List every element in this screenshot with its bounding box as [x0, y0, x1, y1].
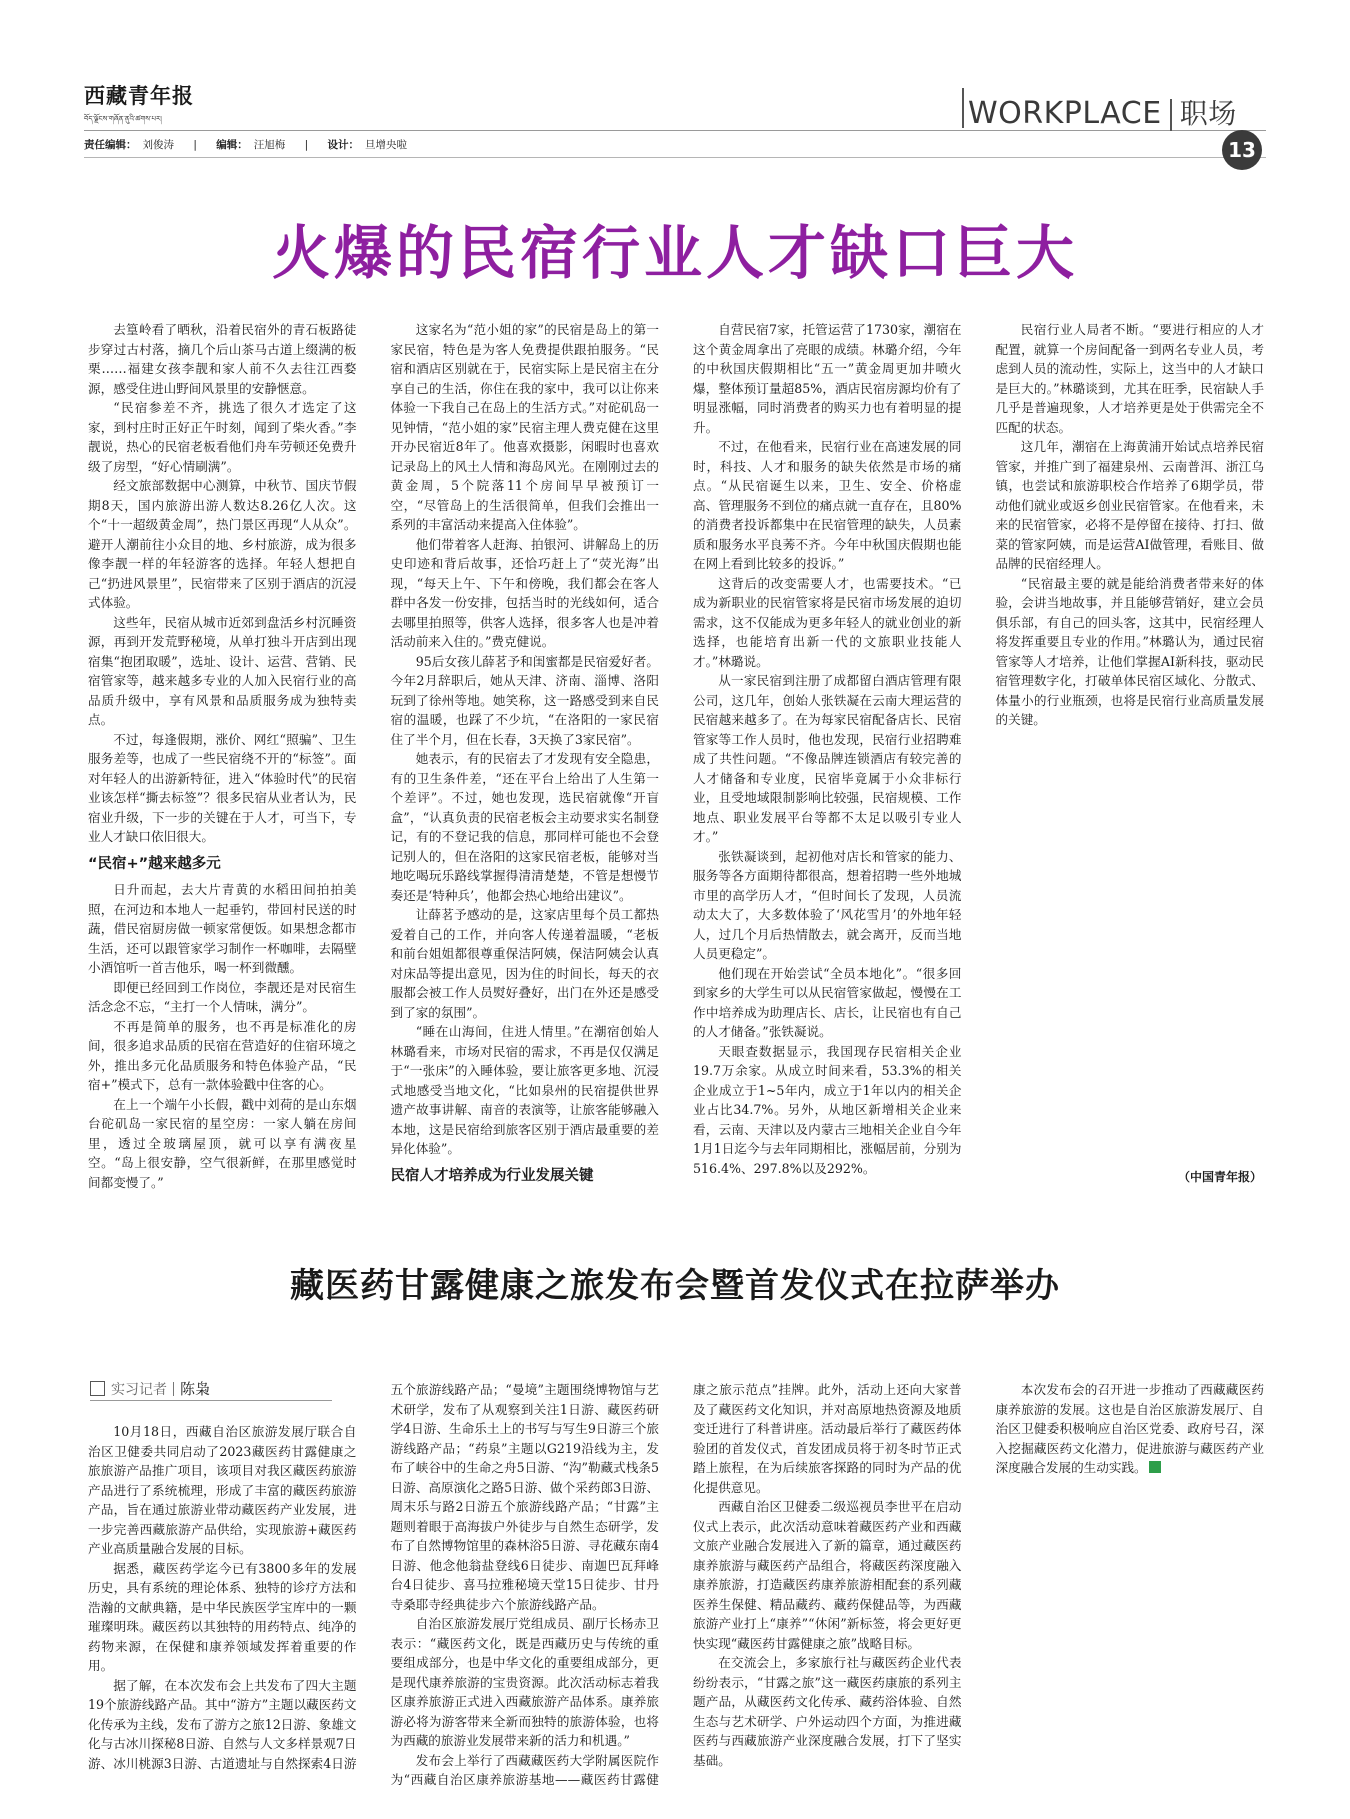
article1-paragraph: “民宿最主要的就是能给消费者带来好的体验，会讲当地故事，并且能够营销好，建立会员俱乐部，有自己的回头客，这其中，民宿经理人将发挥重要且专业的作用。”林璐认为，通过民宿管家等人才培养，让他们掌握AI新科技，驱动民宿管理数字化，打破单体民宿区域化、分散式、体量小的行业瓶颈，也将是民宿行业高质量发展的关键。 [995, 575, 1264, 727]
editor-label: 责任编辑： [84, 139, 137, 151]
article1-paragraph: “民宿参差不齐，挑选了很久才选定了这家，到村庄时正好正午时刻，闻到了柴火香。”李靓说，热心的民宿老板看他们舟车劳顿还免费升级了房型，“好心情刷满”。 [88, 400, 357, 474]
article1-paragraph: 日升而起，去大片青黄的水稻田间拍拍美照，在河边和本地人一起垂钓，带回村民送的时蔬，借民宿厨房做一顿家常便饭。如果想念都市生活，还可以跟管家学习制作一杯咖啡，去隔壁小酒馆听一首吉他乐，喝一杯到微醺。 [88, 882, 357, 975]
article1-paragraph: 去篁岭看了晒秋，沿着民宿外的青石板路徒步穿过古村落，摘几个后山茶马古道上缀满的板栗……福建女孩李靓和家人前不久去往江西婺源，感受住进山野间风景里的安静惬意。 [88, 322, 357, 396]
designer-label: 设计： [327, 139, 359, 151]
article2-paragraph: 据了解，在本次发布会上共发布了四大主题19个旅游线路产品。其中“游方”主题以藏医药文化传承为主线，发布了游方之旅12日游、象雄文化与古冰川探秘8日游、自然与人文多样景观7日游、冰川桃源3日游、古道遗址与自然探索4日游五个旅游线路产品；“曼境”主题围绕博物馆与艺术研学，发布了从观察到关注1日游、藏医药研学4日游、生命乐土上的书写与写生9日游三个旅游线路产品；“药泉”主题以G219沿线为主，发布了峡谷中的生命之舟5日游、“沟”勒藏式栈条5日游、高原演化之路5日游、做个采药郎3日游、周末乐与路2日游五个旅游线路产品；“甘露”主题则着眼于高海拔户外徒步与自然生态研学，发布了自然博物馆里的森林浴5日游、寻花藏东南4日游、他念他翁盐登线6日徒步、南迦巴瓦拜峰台4日徒步、喜马拉雅秘境天堂15日徒步、甘丹寺桑耶寺经典徒步六个旅游线路产品。 [88, 1382, 659, 1771]
section-label [968, 92, 1237, 132]
article1-body [88, 320, 1264, 1200]
article1-paragraph: 这家名为“范小姐的家”的民宿是岛上的第一家民宿，特色是为客人免费提供跟拍服务。“民宿和酒店区别就在于，民宿实际上是民宿主在分享自己的生活，你住在我的家中，我可以让你来体验一下我自己在岛上的生活方式。”对砣矶岛一见钟情，“范小姐的家”民宿主理人费克健在这里开办民宿近8年了。他喜欢摄影，闲暇时也喜欢记录岛上的风土人情和海岛风光。在刚刚过去的黄金周，5个院落11个房间早早被预订一空，“尽管岛上的生活很简单，但我们会推出一系列的丰富活动来提高入住体验”。 [390, 322, 659, 532]
copy-editor-name: 汪旭梅 [253, 139, 286, 151]
section-zh: 职场 [1179, 97, 1237, 130]
editor-credits: 责任编辑： 刘俊涛 | 编辑： 汪旭梅 | 设计： 旦增央啦 [84, 139, 407, 151]
article1-paragraph: 从一家民宿到注册了成都留白酒店管理有限公司，这几年，创始人张铁凝在云南大理运营的民宿越来越多了。在为每家民宿配备店长、民宿管家等工作人员时，他也发现，民宿行业招聘难成了共性问题。“不像品牌连锁酒店有较完善的人才储备和专业度，民宿毕竟属于小众非标行业，且受地域限制影响比较强，民宿规模、工作地点、职业发展平台等都不太足以吸引专业人才。” [693, 673, 962, 844]
byline-label: 实习记者 [111, 1382, 167, 1398]
article1-paragraph: 他们带着客人赶海、拍银河、讲解岛上的历史印迹和背后故事，还恰巧赶上了“荧光海”出现，“每天上午、下午和傍晚，我们都会在客人群中各发一份安排，包括当时的光线如何，适合去哪里拍照等，供客人选择，很多客人也是冲着活动前来入住的。”费克健说。 [390, 536, 659, 649]
article1-paragraph: “睡在山海间，住进人情里。”在潮宿创始人林璐看来，市场对民宿的需求，不再是仅仅满足于“一张床”的入睡体验，要让旅客更多地、沉浸式地感受当地文化，“比如泉州的民宿提供世界遗产故事讲解、南音的表演等，让旅客能够融入本地，这是民宿给到旅客区别于酒店最重要的差异化体验”。 [390, 1024, 659, 1156]
article1-paragraph: 这几年，潮宿在上海黄浦开始试点培养民宿管家，并推广到了福建泉州、云南普洱、浙江乌镇，也尝试和旅游职校合作培养了6期学员，带动他们就业或返乡创业民宿管家。在他看来，未来的民宿管家，必将不是停留在接待、打扫、做菜的管家阿姨，而是运营AI做管理，看账目、做品牌的民宿经理人。 [995, 439, 1264, 571]
article1-paragraph: 这背后的改变需要人才，也需要技术。“已成为新职业的民宿管家将是民宿市场发展的迫切需求，这不仅能成为更多年轻人的就业创业的新选择，也能培育出新一代的文旅职业技能人才。”林璐说。 [693, 575, 962, 669]
article1-paragraph: 95后女孩儿薛茗予和闺蜜都是民宿爱好者。今年2月辞职后，她从天津、济南、淄博、洛阳玩到了徐州等地。她笑称，这一路感受到来自民宿的温暖，也踩了不少坑，“在洛阳的一家民宿住了半个月，但在长春，3天换了3家民宿”。 [390, 653, 659, 747]
article2-paragraph: 10月18日，西藏自治区旅游发展厅联合自治区卫健委共同启动了2023藏医药甘露健康之旅旅游产品推广项目，该项目对我区藏医药旅游产品进行了系统梳理，形成了丰富的藏医药旅游产品，旨在通过旅游业带动藏医药产业发展，进一步完善西藏旅游产品供给，实现旅游+藏医药产业高质量融合发展的目标。 [88, 1424, 357, 1556]
section-en: WORKPLACE [968, 96, 1162, 131]
article1-paragraph: 自营民宿7家，托管运营了1730家，潮宿在这个黄金周拿出了亮眼的成绩。林璐介绍，今年的中秋国庆假期相比“五一”黄金周更加井喷火爆，整体预订量超85%，酒店民宿房源均价有了明显涨幅，同时消费者的购买力也有着明显的提升。 [693, 322, 962, 435]
copy-editor-label: 编辑： [216, 139, 248, 151]
article2-paragraph: 发布会上举行了西藏藏医药大学附属医院作为“西藏自治区康养旅游基地——藏医药甘露健康之旅示范点”挂牌。此外，活动上还向大家普及了藏医药文化知识，并对高原地热资源及地质变迁进行了科普讲座。活动最后举行了藏医药体验团的首发仪式，首发团成员将于初冬时节正式踏上旅程，在为后续旅客探路的同时为产品的优化提供意见。 [390, 1382, 962, 1787]
article2-body [88, 1380, 1264, 1790]
article1-paragraph: 经文旅部数据中心测算，中秋节、国庆节假期8天，国内旅游出游人数达8.26亿人次。这个“十一超级黄金周”，热门景区再现“人从众”。避开人潮前往小众目的地、乡村旅游，成为很多像李靓一样的年轻游客的选择。年轻人想把自己“扔进风景里”，民宿带来了区别于酒店的沉浸式体验。 [88, 478, 357, 610]
article1-paragraph: 不过，每逢假期，涨价、网红“照骗”、卫生服务差等，也成了一些民宿绕不开的“标签”。面对年轻人的出游新特征，进入“体验时代”的民宿业该怎样“撕去标签”？很多民宿从业者认为，民宿业升级，下一步的关键在于人才，可当下，专业人才缺口依旧很大。 [88, 731, 357, 844]
article2-paragraph: 自治区旅游发展厅党组成员、副厅长杨赤卫表示：“藏医药文化，既是西藏历史与传统的重要组成部分，也是中华文化的重要组成部分，更是现代康养旅游的宝贵资源。此次活动标志着我区康养旅游正式进入西藏旅游产品体系。康养旅游必将为游客带来全新而独特的旅游体验，也将为西藏的旅游业发展带来新的活力和机遇。” [390, 1616, 659, 1748]
newspaper-name-tibetan: བོད་ལྗོངས་གཞོན་ནུའི་ཚགས་པར། [84, 115, 162, 123]
article1-subhead: 民宿人才培养成为行业发展关键 [390, 1167, 594, 1184]
article1-paragraph: 即便已经回到工作岗位，李靓还是对民宿生活念念不忘，“主打一个人情味，满分”。 [88, 979, 357, 1014]
article1-paragraph: 这些年，民宿从城市近郊到盘活乡村沉睡资源，再到开发荒野秘境，从单打独斗开店到出现宿集“抱团取暖”，选址、设计、运营、营销、民宿管家等，越来越多专业的人加入民宿行业的高品质升级中，享有风景和品质服务成为独特卖点。 [88, 614, 357, 727]
article2-last-paragraph-text: 本次发布会的召开进一步推动了西藏藏医药康养旅游的发展。这也是自治区旅游发展厅、自治区卫健委积极响应自治区党委、政府号召，深入挖掘藏医药文化潜力，促进旅游与藏医药产业深度融合发展的生动实践。 [995, 1382, 1264, 1475]
newspaper-name: 西藏青年报 [84, 83, 194, 108]
page-number-badge: 13 [1222, 130, 1262, 170]
article1-headline: 火爆的民宿行业人才缺口巨大 [271, 219, 1078, 287]
article2-headline: 藏医药甘露健康之旅发布会暨首发仪式在拉萨举办 [290, 1266, 1060, 1306]
credits-rule [84, 157, 1266, 158]
article1-paragraph: 不再是简单的服务，也不再是标准化的房间，很多追求品质的民宿在营造好的住宿环境之外，推出多元化品质服务和特色体验产品，“民宿+”模式下，总有一款体验戳中住客的心。 [88, 1018, 357, 1092]
article1-paragraph: 天眼查数据显示，我国现存民宿相关企业19.7万余家。从成立时间来看，53.3%的相关企业成立于1~5年内，成立于1年以内的相关企业占比34.7%。另外，从地区新增相关企业来看，云南、天津以及内蒙古三地相关企业自今年1月1日迄今与去年同期相比，涨幅居前，分别为516.4%、297.8%以及292%。 [693, 1043, 962, 1176]
masthead [84, 80, 194, 131]
article1-subhead: “民宿+”越来越多元 [88, 855, 221, 872]
article1-paragraph: 他们现在开始尝试“全员本地化”。“很多回到家乡的大学生可以从民宿管家做起，慢慢在工作中培养成为助理店长、店长，让民宿也有自己的人才储备。”张铁凝说。 [693, 965, 962, 1039]
end-mark-icon [1149, 1461, 1161, 1473]
article1-source: （中国青年报） [1178, 1170, 1263, 1184]
designer-name: 旦增央啦 [364, 139, 407, 151]
article1-paragraph: 张铁凝谈到，起初他对店长和管家的能力、服务等各方面期待都很高，想着招聘一些外地城市里的高学历人才，“但时间长了发现，人员流动太大了，大多数体验了‘风花雪月’的外地年轻人，过几个月后热情散去，就会离开，反而当地人员更稳定”。 [693, 848, 962, 961]
article1-paragraph: 民宿行业人局者不断。“要进行相应的人才配置，就算一个房间配备一到两名专业人员，考虑到人员的流动性，实际上，这当中的人才缺口是巨大的。”林璐谈到，尤其在旺季，民宿缺人手几乎是普遍现象，人才培养更是处于供需完全不匹配的状态。 [995, 322, 1264, 435]
article1-paragraph: 她表示，有的民宿去了才发现有安全隐患，有的卫生条件差，“还在平台上给出了人生第一个差评”。不过，她也发现，选民宿就像“开盲盒”，“认真负责的民宿老板会主动要求实名制登记，有的不登记我的信息，那同样可能也不会登记别人的，但在洛阳的这家民宿老板，能够对当地吃喝玩乐路线掌握得清清楚楚，不管是想慢节奏还是‘特种兵’，他都会热心地给出建议”。 [390, 751, 659, 903]
article1-paragraph: 让薛茗予感动的是，这家店里每个员工都热爱着自己的工作，并向客人传递着温暖，“老板和前台姐姐都很尊重保洁阿姨，保洁阿姨会认真对床品等提出意见，因为住的时间长，每天的衣服都会被工作人员熨好叠好，出门在外还是感受到了家的氛围”。 [390, 907, 659, 1020]
article2-paragraph [996, 1380, 1265, 1478]
byline-name: 陈枭 [180, 1380, 211, 1398]
editor-name: 刘俊涛 [142, 139, 174, 151]
article2-paragraph: 据悉，藏医药学迄今已有3800多年的发展历史，具有系统的理论体系、独特的诊疗方法和浩瀚的文献典籍，是中华民族医学宝库中的一颗璀璨明珠。藏医药以其独特的用药特点、纯净的药物来源，在保健和康养领域发挥着重要的作用。 [88, 1560, 357, 1673]
article1-paragraph: 在上一个端午小长假，戳中刘荷的是山东烟台砣矶岛一家民宿的星空房：一家人躺在房间里，透过全玻璃屋顶，就可以享有满夜星空。“岛上很安静，空气很新鲜，在那里感觉时间都变慢了。” [88, 1096, 357, 1190]
article1-paragraph: 不过，在他看来，民宿行业在高速发展的同时，科技、人才和服务的缺失依然是市场的痛点。“从民宿诞生以来，卫生、安全、价格虚高、管理服务不到位的痛点就一直存在，且80%的消费者投诉都集中在民宿管理的缺失，人员素质和服务水平良莠不齐。今年中秋国庆假期也能在网上看到比较多的投诉。” [693, 439, 962, 571]
article2-paragraph: 西藏自治区卫健委二级巡视员李世平在启动仪式上表示，此次活动意味着藏医药产业和西藏文旅产业融合发展进入了新的篇章，通过藏医药康养旅游与藏医药产品组合，将藏医药深度融入康养旅游，打造藏医药康养旅游相配套的系列藏医养生保健、精品藏药、藏药保健品等，为西藏旅游产业打上“康养”“休闲”新标签，将会更好更快实现“藏医药甘露健康之旅”战略目标。 [693, 1499, 962, 1651]
article2-paragraph: 在交流会上，多家旅行社与藏医药企业代表纷纷表示，“甘露之旅”这一藏医药康旅的系列主题产品，从藏医药文化传承、藏药浴体验、自然生态与艺术研学、户外运动四个方面，为推进藏医药与西藏旅游产业深度融合发展，打下了坚实基础。 [693, 1655, 962, 1768]
